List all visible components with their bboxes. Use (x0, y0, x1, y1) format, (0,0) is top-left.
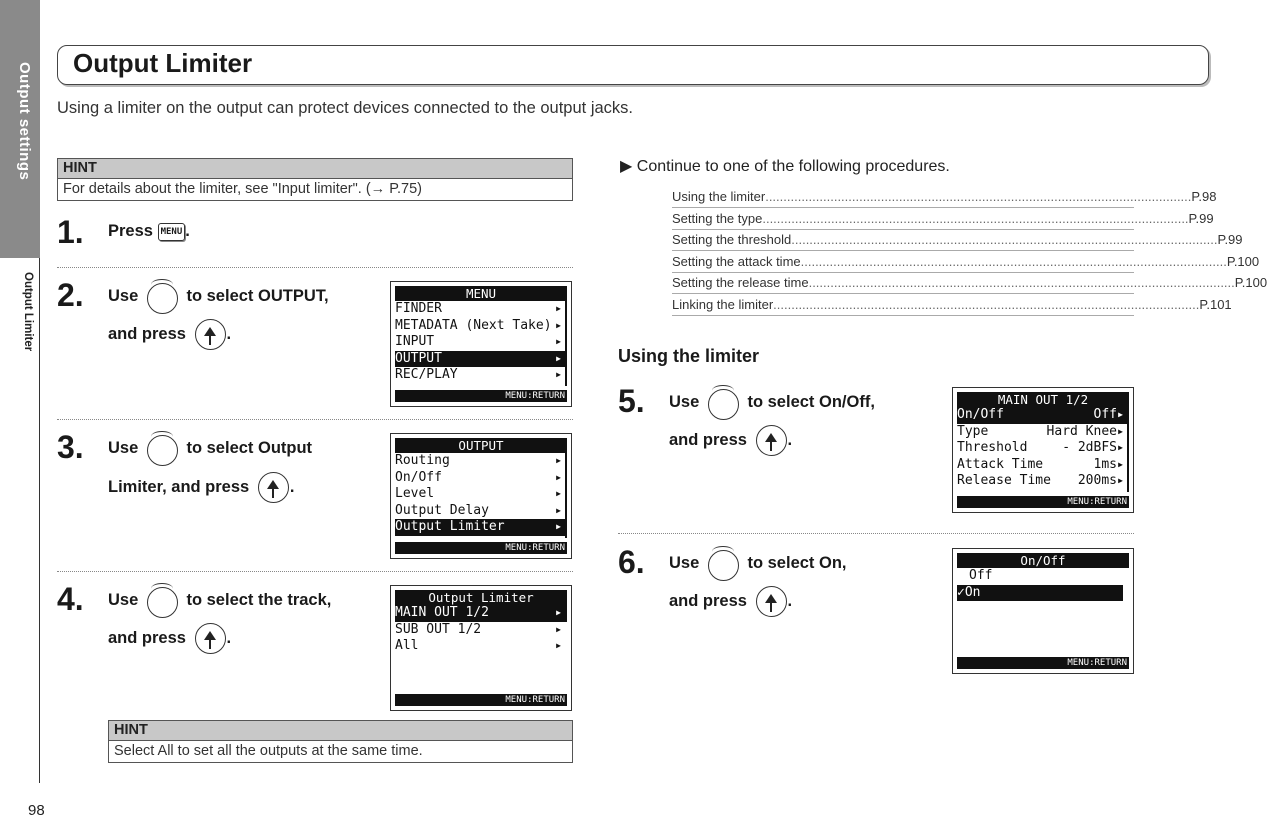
lcd-title: MENU (395, 286, 567, 301)
step-3-press: Limiter, and press (108, 477, 250, 496)
procedure-link[interactable]: Linking the limiter ...................................................................................................................... P.101 (672, 294, 1134, 316)
divider (57, 419, 573, 420)
step-number: 1. (57, 214, 84, 250)
step-4-instruction: to select the track, (186, 590, 332, 609)
lcd-title: Output Limiter (395, 590, 567, 605)
press-dial-icon (194, 622, 227, 655)
procedure-link[interactable]: Setting the type ...................................................................................................................... P.99 (672, 208, 1134, 230)
hint-text: For details about the limiter, see "Input limiter". (→ P.75) (63, 181, 422, 197)
step-2-line1 (108, 280, 329, 313)
lcd-row: FINDER ▶ (395, 301, 561, 316)
dial-icon (707, 547, 740, 580)
step-2-press: and press (108, 324, 186, 343)
dial-icon (146, 280, 179, 313)
step-5-instruction: to select On/Off, (747, 392, 875, 411)
divider (57, 571, 573, 572)
step-number: 2. (57, 277, 84, 313)
hint-box (57, 158, 573, 201)
lcd-row: On/Off ▶ (395, 469, 561, 485)
step-4-line1 (108, 584, 331, 617)
lcd-row-selected: MAIN OUT 1/2 ▶ (395, 605, 567, 622)
step-3-instruction: to select Output (186, 438, 313, 457)
dial-icon (146, 584, 179, 617)
step-3-line2 (108, 471, 294, 504)
use-label: Use (108, 590, 139, 609)
lcd-row: Attack Time 1ms ▶ (957, 456, 1123, 472)
step-3-period: . (289, 477, 295, 496)
step-6-press: and press (669, 591, 747, 610)
lcd-footer: MENU:RETURN (395, 694, 567, 706)
lcd-footer: MENU:RETURN (395, 390, 567, 402)
lcd-screen-output-limiter (390, 585, 572, 711)
hint-label: HINT (109, 721, 572, 741)
step-2-instruction: to select OUTPUT, (186, 286, 329, 305)
step-1-press-label: Press (108, 222, 153, 240)
press-dial-icon (755, 585, 788, 618)
side-divider (39, 258, 40, 783)
page-title: Output Limiter (73, 48, 253, 78)
lcd-row: SUB OUT 1/2 ▶ (395, 621, 561, 637)
step-number: 4. (57, 581, 84, 617)
lcd-row-selected: On/Off Off ▶ (957, 407, 1129, 424)
use-label: Use (669, 392, 700, 411)
lcd-scrollbar (1127, 407, 1129, 492)
step-number: 6. (618, 544, 645, 580)
lcd-scrollbar (565, 301, 567, 386)
lcd-screen-output (390, 433, 572, 559)
lcd-row: Threshold - 2dBFS ▶ (957, 440, 1123, 455)
side-section-label: Output settings (16, 62, 33, 181)
hint-box (108, 720, 573, 763)
lcd-footer: MENU:RETURN (395, 542, 567, 554)
lcd-row: All ▶ (395, 638, 561, 653)
dial-icon (707, 386, 740, 419)
lcd-screen-on-off (952, 548, 1134, 674)
lcd-title: OUTPUT (395, 438, 567, 453)
lcd-row: Release Time 200ms ▶ (957, 473, 1123, 488)
side-topic-label: Output Limiter (22, 272, 34, 352)
lcd-screen-menu (390, 281, 572, 407)
lcd-title: MAIN OUT 1/2 (957, 392, 1129, 407)
step-4-press: and press (108, 628, 186, 647)
lcd-row: Level ▶ (395, 486, 561, 501)
lcd-row: Routing ▶ (395, 453, 561, 468)
procedure-link[interactable]: Using the limiter ...................................................................................................................... P.98 (672, 186, 1134, 208)
step-6-period: . (787, 591, 793, 610)
use-label: Use (669, 553, 700, 572)
step-number: 5. (618, 383, 645, 419)
step-5-press: and press (669, 430, 747, 449)
use-label: Use (108, 438, 139, 457)
step-4-period: . (226, 628, 232, 647)
menu-key-icon: MENU (158, 223, 186, 241)
hint-text: Select All to set all the outputs at the same time. (114, 743, 423, 759)
continue-note (620, 156, 950, 176)
step-2-line2 (108, 318, 231, 351)
lcd-footer: MENU:RETURN (957, 657, 1129, 669)
step-number: 3. (57, 429, 84, 465)
use-label: Use (108, 286, 139, 305)
lcd-row: REC/PLAY ▶ (395, 367, 561, 382)
play-triangle-icon: ▶ (620, 158, 633, 175)
procedure-link[interactable]: Setting the release time ...................................................................................................................... P.100 (672, 272, 1134, 294)
hint-label: HINT (58, 159, 572, 179)
lcd-row-selected: ✓On (957, 585, 1123, 602)
intro-text: Using a limiter on the output can protect devices connected to the output jacks. (57, 99, 634, 117)
page-number: 98 (28, 802, 45, 819)
divider (57, 267, 573, 268)
step-1-period: . (185, 222, 190, 240)
step-6-line2 (669, 585, 792, 618)
lcd-row: METADATA (Next Take) ▶ (395, 317, 561, 333)
procedure-link[interactable]: Setting the attack time ...................................................................................................................... P.100 (672, 251, 1134, 273)
dial-icon (146, 432, 179, 465)
section-heading: Using the limiter (618, 346, 760, 366)
step-5-line2 (669, 424, 792, 457)
lcd-scrollbar (565, 453, 567, 538)
divider (618, 533, 1134, 534)
continue-text: Continue to one of the following procedures. (636, 158, 950, 175)
lcd-row-selected: OUTPUT ▶ (395, 351, 567, 368)
lcd-footer: MENU:RETURN (957, 496, 1129, 508)
lcd-screen-main-out (952, 387, 1134, 513)
step-1-text (108, 222, 190, 241)
press-dial-icon (755, 424, 788, 457)
lcd-row: Type Hard Knee ▶ (957, 423, 1123, 439)
step-6-line1 (669, 547, 847, 580)
step-2-period: . (226, 324, 232, 343)
lcd-row: INPUT ▶ (395, 334, 561, 349)
lcd-row-selected: Output Limiter ▶ (395, 519, 567, 536)
step-6-instruction: to select On, (747, 553, 847, 572)
step-5-line1 (669, 386, 875, 419)
procedure-link[interactable]: Setting the threshold ...................................................................................................................... P.99 (672, 229, 1134, 251)
lcd-row: Output Delay ▶ (395, 502, 561, 518)
press-dial-icon (194, 318, 227, 351)
press-dial-icon (257, 471, 290, 504)
lcd-title: On/Off (957, 553, 1129, 568)
step-3-line1 (108, 432, 312, 465)
step-5-period: . (787, 430, 793, 449)
lcd-row: Off (969, 568, 993, 583)
step-4-line2 (108, 622, 231, 655)
